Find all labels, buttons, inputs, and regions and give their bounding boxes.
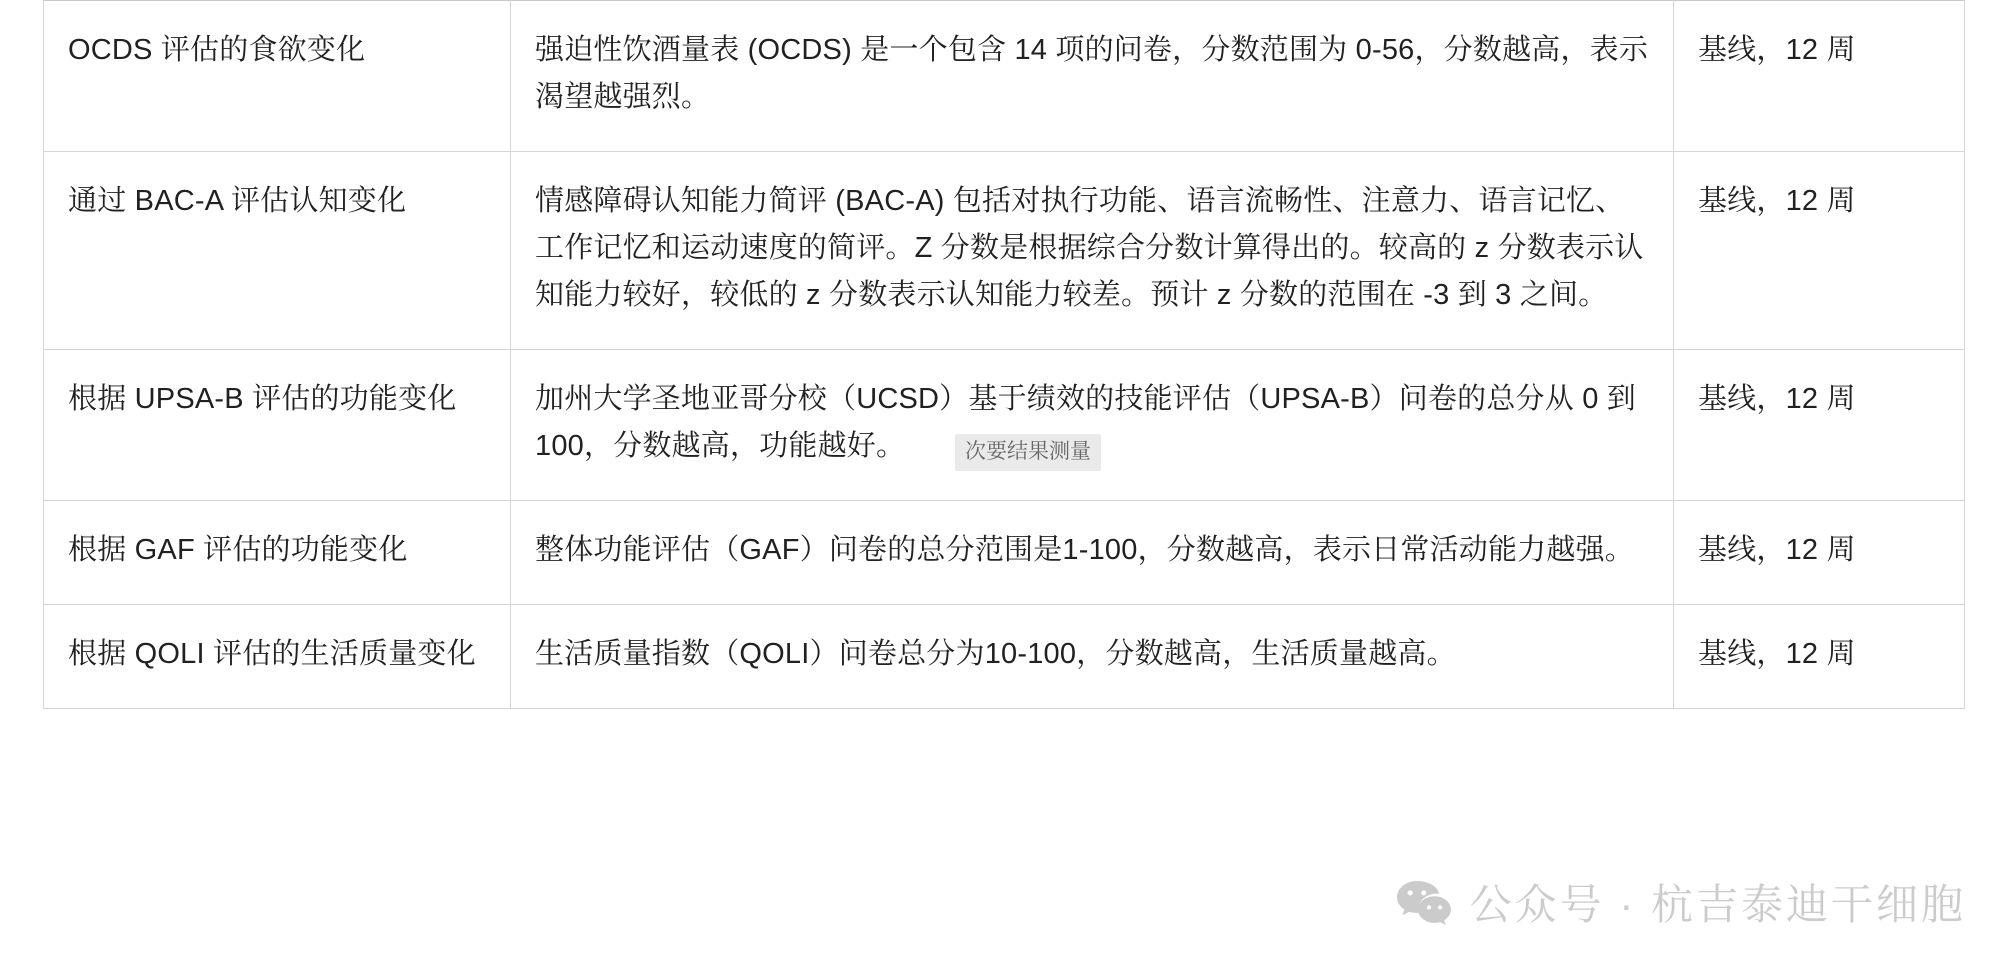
table-row <box>44 604 1965 708</box>
measure-timeframe-cell: 基线，12 周 <box>1674 349 1965 500</box>
table-row <box>44 500 1965 604</box>
measure-name-cell: 根据 GAF 评估的功能变化 <box>44 500 511 604</box>
watermark-text: 公众号 · 杭吉泰迪干细胞 <box>1469 881 1966 928</box>
measure-timeframe-cell: 基线，12 周 <box>1674 500 1965 604</box>
watermark <box>1396 872 1966 932</box>
measure-description-cell: 整体功能评估（GAF）问卷的总分范围是1-100，分数越高，表示日常活动能力越强。 <box>511 500 1674 604</box>
outcome-measures-table <box>43 0 1965 709</box>
measure-name-cell: 根据 QOLI 评估的生活质量变化 <box>44 604 511 708</box>
measure-description-cell: 强迫性饮酒量表 (OCDS) 是一个包含 14 项的问卷，分数范围为 0-56，分数越高，表示渴望越强烈。 <box>511 1 1674 152</box>
secondary-outcome-tooltip: 次要结果测量 <box>955 434 1101 471</box>
measure-name-cell: OCDS 评估的食欲变化 <box>44 1 511 152</box>
table-row <box>44 151 1965 349</box>
measure-name-cell: 通过 BAC-A 评估认知变化 <box>44 151 511 349</box>
measure-timeframe-cell: 基线，12 周 <box>1674 1 1965 152</box>
measure-timeframe-cell: 基线，12 周 <box>1674 604 1965 708</box>
table-row <box>44 349 1965 500</box>
wechat-icon <box>1396 879 1452 925</box>
measure-description-cell: 加州大学圣地亚哥分校（UCSD）基于绩效的技能评估（UPSA-B）问卷的总分从 0 到 100，分数越高，功能越好。 <box>511 349 1674 500</box>
measure-description-cell: 情感障碍认知能力简评 (BAC-A) 包括对执行功能、语言流畅性、注意力、语言记忆、工作记忆和运动速度的简评。Z 分数是根据综合分数计算得出的。较高的 z 分数表示认知能力较好，较低的 z 分数表示认知能力较差。预计 z 分数的范围在 -3 到 3 之间。 <box>511 151 1674 349</box>
measure-name-cell: 根据 UPSA-B 评估的功能变化 <box>44 349 511 500</box>
measure-timeframe-cell: 基线，12 周 <box>1674 151 1965 349</box>
table-row <box>44 1 1965 152</box>
measure-description-cell: 生活质量指数（QOLI）问卷总分为10-100，分数越高，生活质量越高。 <box>511 604 1674 708</box>
outcome-measures-table-wrapper <box>43 0 1964 709</box>
